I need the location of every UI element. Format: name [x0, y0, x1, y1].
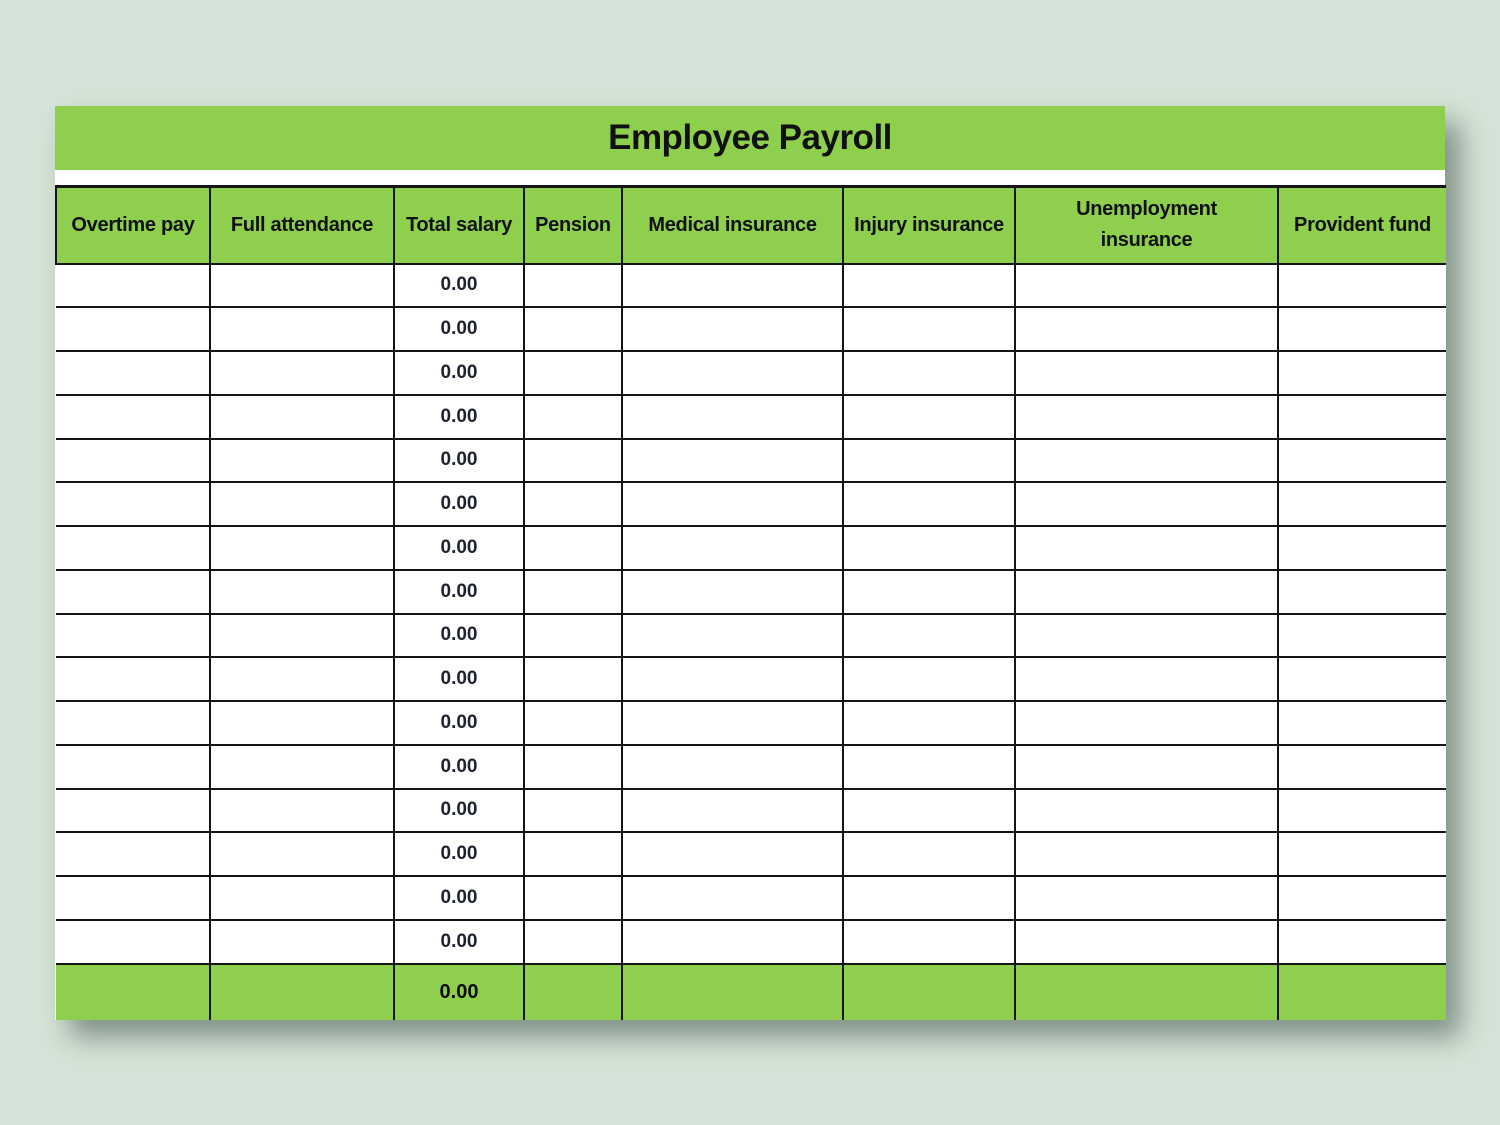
- table-row: [56, 351, 1446, 395]
- cell-pension[interactable]: [524, 745, 622, 789]
- cell-pension[interactable]: [524, 307, 622, 351]
- cell-unemployment-insurance[interactable]: [1015, 876, 1278, 920]
- cell-injury-insurance[interactable]: [843, 439, 1015, 483]
- cell-medical-insurance[interactable]: [622, 570, 843, 614]
- total-cell-injury-insurance[interactable]: [843, 964, 1015, 1020]
- cell-pension[interactable]: [524, 920, 622, 964]
- cell-unemployment-insurance[interactable]: [1015, 482, 1278, 526]
- cell-unemployment-insurance[interactable]: [1015, 657, 1278, 701]
- cell-total-salary[interactable]: 0.00: [394, 920, 524, 964]
- cell-injury-insurance[interactable]: [843, 745, 1015, 789]
- column-header-label: Unemployment insurance: [1076, 198, 1217, 252]
- cell-pension[interactable]: [524, 789, 622, 833]
- cell-unemployment-insurance[interactable]: [1015, 745, 1278, 789]
- cell-provident-fund[interactable]: [1278, 701, 1446, 745]
- cell-provident-fund[interactable]: [1278, 832, 1446, 876]
- total-cell-provident-fund[interactable]: [1278, 964, 1446, 1020]
- total-cell-unemployment-insurance[interactable]: [1015, 964, 1278, 1020]
- cell-injury-insurance[interactable]: [843, 264, 1015, 308]
- cell-injury-insurance[interactable]: [843, 876, 1015, 920]
- cell-pension[interactable]: [524, 526, 622, 570]
- cell-pension[interactable]: [524, 395, 622, 439]
- column-header-unemployment-insurance: [1015, 187, 1278, 264]
- cell-injury-insurance[interactable]: [843, 482, 1015, 526]
- cell-total-salary[interactable]: 0.00: [394, 657, 524, 701]
- cell-unemployment-insurance[interactable]: [1015, 570, 1278, 614]
- table-row: [56, 701, 1446, 745]
- table-row: [56, 876, 1446, 920]
- page-title: Employee Payroll: [608, 118, 892, 157]
- cell-medical-insurance[interactable]: [622, 395, 843, 439]
- cell-provident-fund[interactable]: [1278, 439, 1446, 483]
- cell-overtime-pay[interactable]: [56, 307, 210, 351]
- table-row: [56, 395, 1446, 439]
- column-header-label: Overtime pay: [71, 213, 195, 236]
- cell-provident-fund[interactable]: [1278, 307, 1446, 351]
- table-row: [56, 789, 1446, 833]
- column-header-label: Provident fund: [1294, 213, 1431, 236]
- table-row: [56, 482, 1446, 526]
- table-row: [56, 745, 1446, 789]
- cell-full-attendance[interactable]: [210, 351, 394, 395]
- cell-overtime-pay[interactable]: [56, 745, 210, 789]
- cell-pension[interactable]: [524, 351, 622, 395]
- cell-overtime-pay[interactable]: [56, 351, 210, 395]
- cell-total-salary[interactable]: 0.00: [394, 789, 524, 833]
- cell-provident-fund[interactable]: [1278, 745, 1446, 789]
- cell-pension[interactable]: [524, 701, 622, 745]
- cell-full-attendance[interactable]: [210, 526, 394, 570]
- payroll-table: [55, 185, 1446, 1020]
- cell-overtime-pay[interactable]: [56, 482, 210, 526]
- cell-provident-fund[interactable]: [1278, 351, 1446, 395]
- cell-overtime-pay[interactable]: [56, 920, 210, 964]
- cell-total-salary[interactable]: 0.00: [394, 526, 524, 570]
- cell-injury-insurance[interactable]: [843, 307, 1015, 351]
- cell-full-attendance[interactable]: [210, 482, 394, 526]
- cell-overtime-pay[interactable]: [56, 832, 210, 876]
- cell-unemployment-insurance[interactable]: [1015, 832, 1278, 876]
- cell-full-attendance[interactable]: [210, 832, 394, 876]
- total-cell-full-attendance[interactable]: [210, 964, 394, 1020]
- cell-injury-insurance[interactable]: [843, 789, 1015, 833]
- sheet-title-bar: [55, 106, 1445, 170]
- cell-overtime-pay[interactable]: [56, 657, 210, 701]
- cell-overtime-pay[interactable]: [56, 789, 210, 833]
- column-header-label: Pension: [535, 213, 611, 236]
- cell-total-salary[interactable]: 0.00: [394, 482, 524, 526]
- cell-total-salary[interactable]: 0.00: [394, 832, 524, 876]
- cell-full-attendance[interactable]: [210, 614, 394, 658]
- cell-total-salary[interactable]: 0.00: [394, 439, 524, 483]
- cell-full-attendance[interactable]: [210, 657, 394, 701]
- table-row: [56, 832, 1446, 876]
- cell-full-attendance[interactable]: [210, 701, 394, 745]
- cell-overtime-pay[interactable]: [56, 614, 210, 658]
- table-row: [56, 570, 1446, 614]
- cell-total-salary[interactable]: 0.00: [394, 570, 524, 614]
- cell-injury-insurance[interactable]: [843, 395, 1015, 439]
- cell-pension[interactable]: [524, 439, 622, 483]
- column-header-injury-insurance: [843, 187, 1015, 264]
- total-cell-total-salary[interactable]: 0.00: [394, 964, 524, 1020]
- total-cell-medical-insurance[interactable]: [622, 964, 843, 1020]
- cell-unemployment-insurance[interactable]: [1015, 920, 1278, 964]
- cell-injury-insurance[interactable]: [843, 701, 1015, 745]
- column-header-provident-fund: [1278, 187, 1446, 264]
- cell-provident-fund[interactable]: [1278, 570, 1446, 614]
- cell-injury-insurance[interactable]: [843, 614, 1015, 658]
- cell-total-salary[interactable]: 0.00: [394, 264, 524, 308]
- cell-provident-fund[interactable]: [1278, 789, 1446, 833]
- header-row: [56, 187, 1446, 264]
- cell-medical-insurance[interactable]: [622, 876, 843, 920]
- cell-unemployment-insurance[interactable]: [1015, 307, 1278, 351]
- cell-medical-insurance[interactable]: [622, 307, 843, 351]
- table-row: [56, 526, 1446, 570]
- payroll-sheet: [55, 106, 1445, 1020]
- cell-full-attendance[interactable]: [210, 395, 394, 439]
- table-row: [56, 920, 1446, 964]
- column-header-label: Total salary: [405, 213, 513, 236]
- cell-provident-fund[interactable]: [1278, 876, 1446, 920]
- cell-medical-insurance[interactable]: [622, 832, 843, 876]
- cell-full-attendance[interactable]: [210, 745, 394, 789]
- cell-unemployment-insurance[interactable]: [1015, 701, 1278, 745]
- table-row: [56, 657, 1446, 701]
- cell-full-attendance[interactable]: [210, 876, 394, 920]
- column-header-total-salary: [394, 187, 524, 264]
- cell-total-salary[interactable]: 0.00: [394, 876, 524, 920]
- cell-pension[interactable]: [524, 264, 622, 308]
- cell-full-attendance[interactable]: [210, 264, 394, 308]
- table-row: [56, 439, 1446, 483]
- cell-medical-insurance[interactable]: [622, 614, 843, 658]
- cell-unemployment-insurance[interactable]: [1015, 264, 1278, 308]
- cell-full-attendance[interactable]: [210, 439, 394, 483]
- cell-pension[interactable]: [524, 614, 622, 658]
- cell-medical-insurance[interactable]: [622, 482, 843, 526]
- cell-injury-insurance[interactable]: [843, 526, 1015, 570]
- cell-provident-fund[interactable]: [1278, 614, 1446, 658]
- total-cell-overtime-pay[interactable]: [56, 964, 210, 1020]
- cell-medical-insurance[interactable]: [622, 264, 843, 308]
- cell-provident-fund[interactable]: [1278, 526, 1446, 570]
- cell-overtime-pay[interactable]: [56, 264, 210, 308]
- column-header-label: Full attendance: [230, 213, 374, 236]
- cell-medical-insurance[interactable]: [622, 351, 843, 395]
- column-header-label: Injury insurance: [854, 213, 1004, 236]
- cell-provident-fund[interactable]: [1278, 657, 1446, 701]
- cell-medical-insurance[interactable]: [622, 439, 843, 483]
- column-header-full-attendance: [210, 187, 394, 264]
- cell-full-attendance[interactable]: [210, 570, 394, 614]
- cell-total-salary[interactable]: 0.00: [394, 351, 524, 395]
- cell-overtime-pay[interactable]: [56, 395, 210, 439]
- cell-unemployment-insurance[interactable]: [1015, 439, 1278, 483]
- cell-injury-insurance[interactable]: [843, 832, 1015, 876]
- cell-unemployment-insurance[interactable]: [1015, 395, 1278, 439]
- cell-pension[interactable]: [524, 570, 622, 614]
- cell-injury-insurance[interactable]: [843, 570, 1015, 614]
- cell-overtime-pay[interactable]: [56, 701, 210, 745]
- cell-medical-insurance[interactable]: [622, 745, 843, 789]
- cell-total-salary[interactable]: 0.00: [394, 701, 524, 745]
- cell-pension[interactable]: [524, 657, 622, 701]
- table-row: [56, 264, 1446, 308]
- cell-overtime-pay[interactable]: [56, 570, 210, 614]
- cell-medical-insurance[interactable]: [622, 701, 843, 745]
- table-row: [56, 614, 1446, 658]
- total-cell-pension[interactable]: [524, 964, 622, 1020]
- cell-medical-insurance[interactable]: [622, 789, 843, 833]
- cell-medical-insurance[interactable]: [622, 526, 843, 570]
- cell-full-attendance[interactable]: [210, 920, 394, 964]
- column-header-label: Medical insurance: [648, 213, 817, 236]
- title-header-gap: [55, 170, 1445, 185]
- cell-unemployment-insurance[interactable]: [1015, 526, 1278, 570]
- cell-provident-fund[interactable]: [1278, 920, 1446, 964]
- cell-injury-insurance[interactable]: [843, 657, 1015, 701]
- cell-full-attendance[interactable]: [210, 789, 394, 833]
- cell-medical-insurance[interactable]: [622, 920, 843, 964]
- table-row: [56, 307, 1446, 351]
- cell-provident-fund[interactable]: [1278, 482, 1446, 526]
- cell-medical-insurance[interactable]: [622, 657, 843, 701]
- cell-total-salary[interactable]: 0.00: [394, 307, 524, 351]
- cell-pension[interactable]: [524, 482, 622, 526]
- total-row: [56, 964, 1446, 1020]
- cell-unemployment-insurance[interactable]: [1015, 614, 1278, 658]
- cell-injury-insurance[interactable]: [843, 351, 1015, 395]
- cell-overtime-pay[interactable]: [56, 526, 210, 570]
- column-header-medical-insurance: [622, 187, 843, 264]
- cell-unemployment-insurance[interactable]: [1015, 789, 1278, 833]
- cell-overtime-pay[interactable]: [56, 876, 210, 920]
- cell-total-salary[interactable]: 0.00: [394, 745, 524, 789]
- cell-pension[interactable]: [524, 876, 622, 920]
- cell-full-attendance[interactable]: [210, 307, 394, 351]
- cell-overtime-pay[interactable]: [56, 439, 210, 483]
- cell-total-salary[interactable]: 0.00: [394, 395, 524, 439]
- column-header-pension: [524, 187, 622, 264]
- cell-unemployment-insurance[interactable]: [1015, 351, 1278, 395]
- cell-total-salary[interactable]: 0.00: [394, 614, 524, 658]
- cell-pension[interactable]: [524, 832, 622, 876]
- cell-provident-fund[interactable]: [1278, 264, 1446, 308]
- cell-injury-insurance[interactable]: [843, 920, 1015, 964]
- cell-provident-fund[interactable]: [1278, 395, 1446, 439]
- column-header-overtime-pay: [56, 187, 210, 264]
